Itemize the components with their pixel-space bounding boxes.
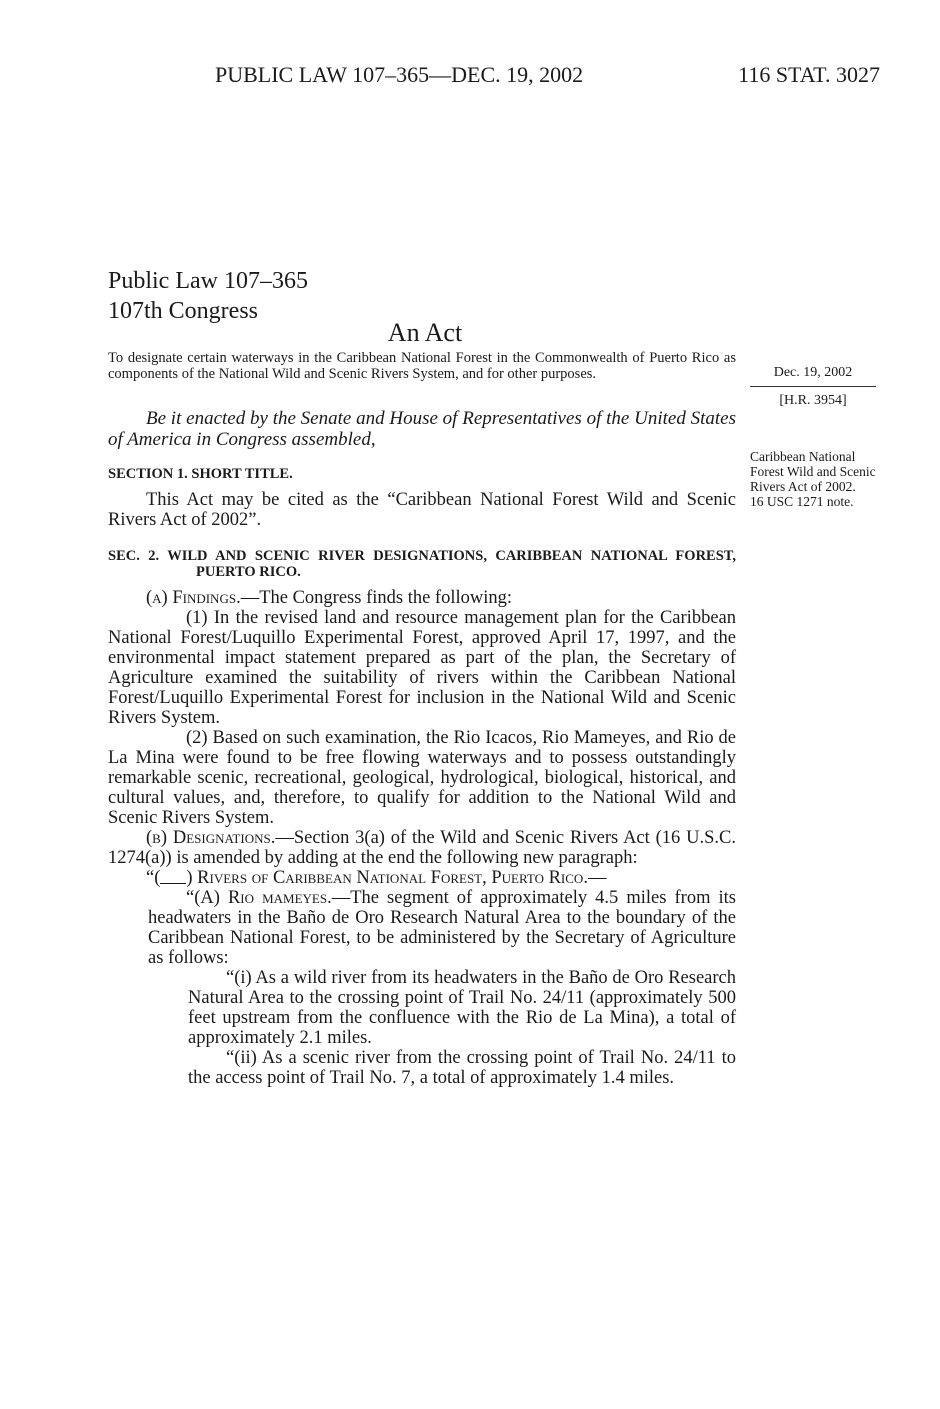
purpose-clause: To designate certain waterways in the Caribbean National Forest in the Commonwealth of Puerto Rico as components of the National Wild and Scenic Rivers System, and for other purposes. [108,350,736,382]
running-head-citation: PUBLIC LAW 107–365—DEC. 19, 2002 [215,62,584,87]
enactment-date: Dec. 19, 2002 [773,365,853,380]
section-1-text: This Act may be cited as the “Caribbean National Forest Wild and Scenic Rivers Act of 2002”. [108,490,736,530]
finding-1: (1) In the revised land and resource management plan for the Caribbean National Forest/Luquillo Experimental Forest, approved April 17, 1997, and the environmental impact statement prepared as part of the plan, the Secretary of Agriculture examined the suitability of rivers within the Caribbean National Forest/Luquillo Experimental Forest for inclusion in the National Wild and Scenic Rivers System. [108,608,736,728]
finding-2: (2) Based on such examination, the Rio Icacos, Rio Mameyes, and Rio de La Mina were found to be free flowing waterways and to possess outstandingly remarkable scenic, recreational, geological, hydrological, biological, historical, and cultural values, and, therefore, to qualify for addition to the National Wild and Scenic Rivers System. [108,728,736,828]
designations-label: (b) Designations. [146,828,276,848]
enacting-clause: Be it enacted by the Senate and House of Representatives of the United States of America in Congress assembled, [108,408,736,450]
date-margin-note [750,365,876,409]
subparagraph-a-label: Rio mameyes. [227,888,332,908]
findings-label: (a) Findings. [146,588,241,608]
margin-rule [750,386,876,387]
act-title: An Act [387,318,463,347]
clause-ii: “(ii) As a scenic river from the crossing point of Trail No. 24/11 to the access point of Trail No. 7, a total of approximately 1.4 miles. [188,1048,736,1088]
running-head [215,62,880,88]
clause-i: “(i) As a wild river from its headwaters in the Baño de Oro Research Natural Area to the crossing point of Trail No. 24/11 (approximately 500 feet upstream from the confluence with the Rio de La Mina), a total of approximately 2.1 miles. [188,968,736,1048]
main-text [108,350,736,1088]
congress-number: 107th Congress [108,298,258,324]
designations-text: —Section 3(a) of the Wild and Scenic Rivers Act (16 U.S.C. 1274(a)) is amended by adding at the end the following new paragraph: [108,828,736,868]
subparagraph-a: “(A) Rio mameyes.—The segment of approximately 4.5 miles from its headwaters in the Baño de Oro Research Natural Area to the boundary of the Caribbean National Forest, to be administered by the Secretary of Agriculture as follows: [148,888,736,968]
short-title-margin-note [750,449,880,509]
findings-intro: —The Congress finds the following: [240,588,513,608]
section-1-heading: SECTION 1. SHORT TITLE. [108,466,293,482]
law-identification [108,266,308,326]
findings-paragraph [108,588,736,608]
paragraph-number-blank [160,869,186,884]
section-2-heading: SEC. 2. WILD AND SCENIC RIVER DESIGNATIONS, CARIBBEAN NATIONAL FOREST, PUERTO RICO. [108,548,736,580]
short-title-note: Caribbean National Forest Wild and Scenic Rivers Act of 2002. [750,449,876,494]
bill-number: [H.R. 3954] [779,393,847,408]
designations-paragraph [108,828,736,868]
subparagraph-a-text: —The segment of approximately 4.5 miles from its headwaters in the Baño de Oro Research Natural Area to the boundary of the Caribbean National Forest, to be administered by the Secretary of Agriculture as follows: [148,888,736,968]
new-paragraph-title: Rivers of Caribbean National Forest, Puerto Rico. [197,868,588,888]
usc-note: 16 USC 1271 note. [750,494,854,509]
public-law-number: Public Law 107–365 [108,268,308,294]
running-head-stat-page: 116 STAT. 3027 [738,62,880,87]
new-paragraph-heading: “( ) Rivers of Caribbean National Forest, Puerto Rico.— [146,868,607,888]
